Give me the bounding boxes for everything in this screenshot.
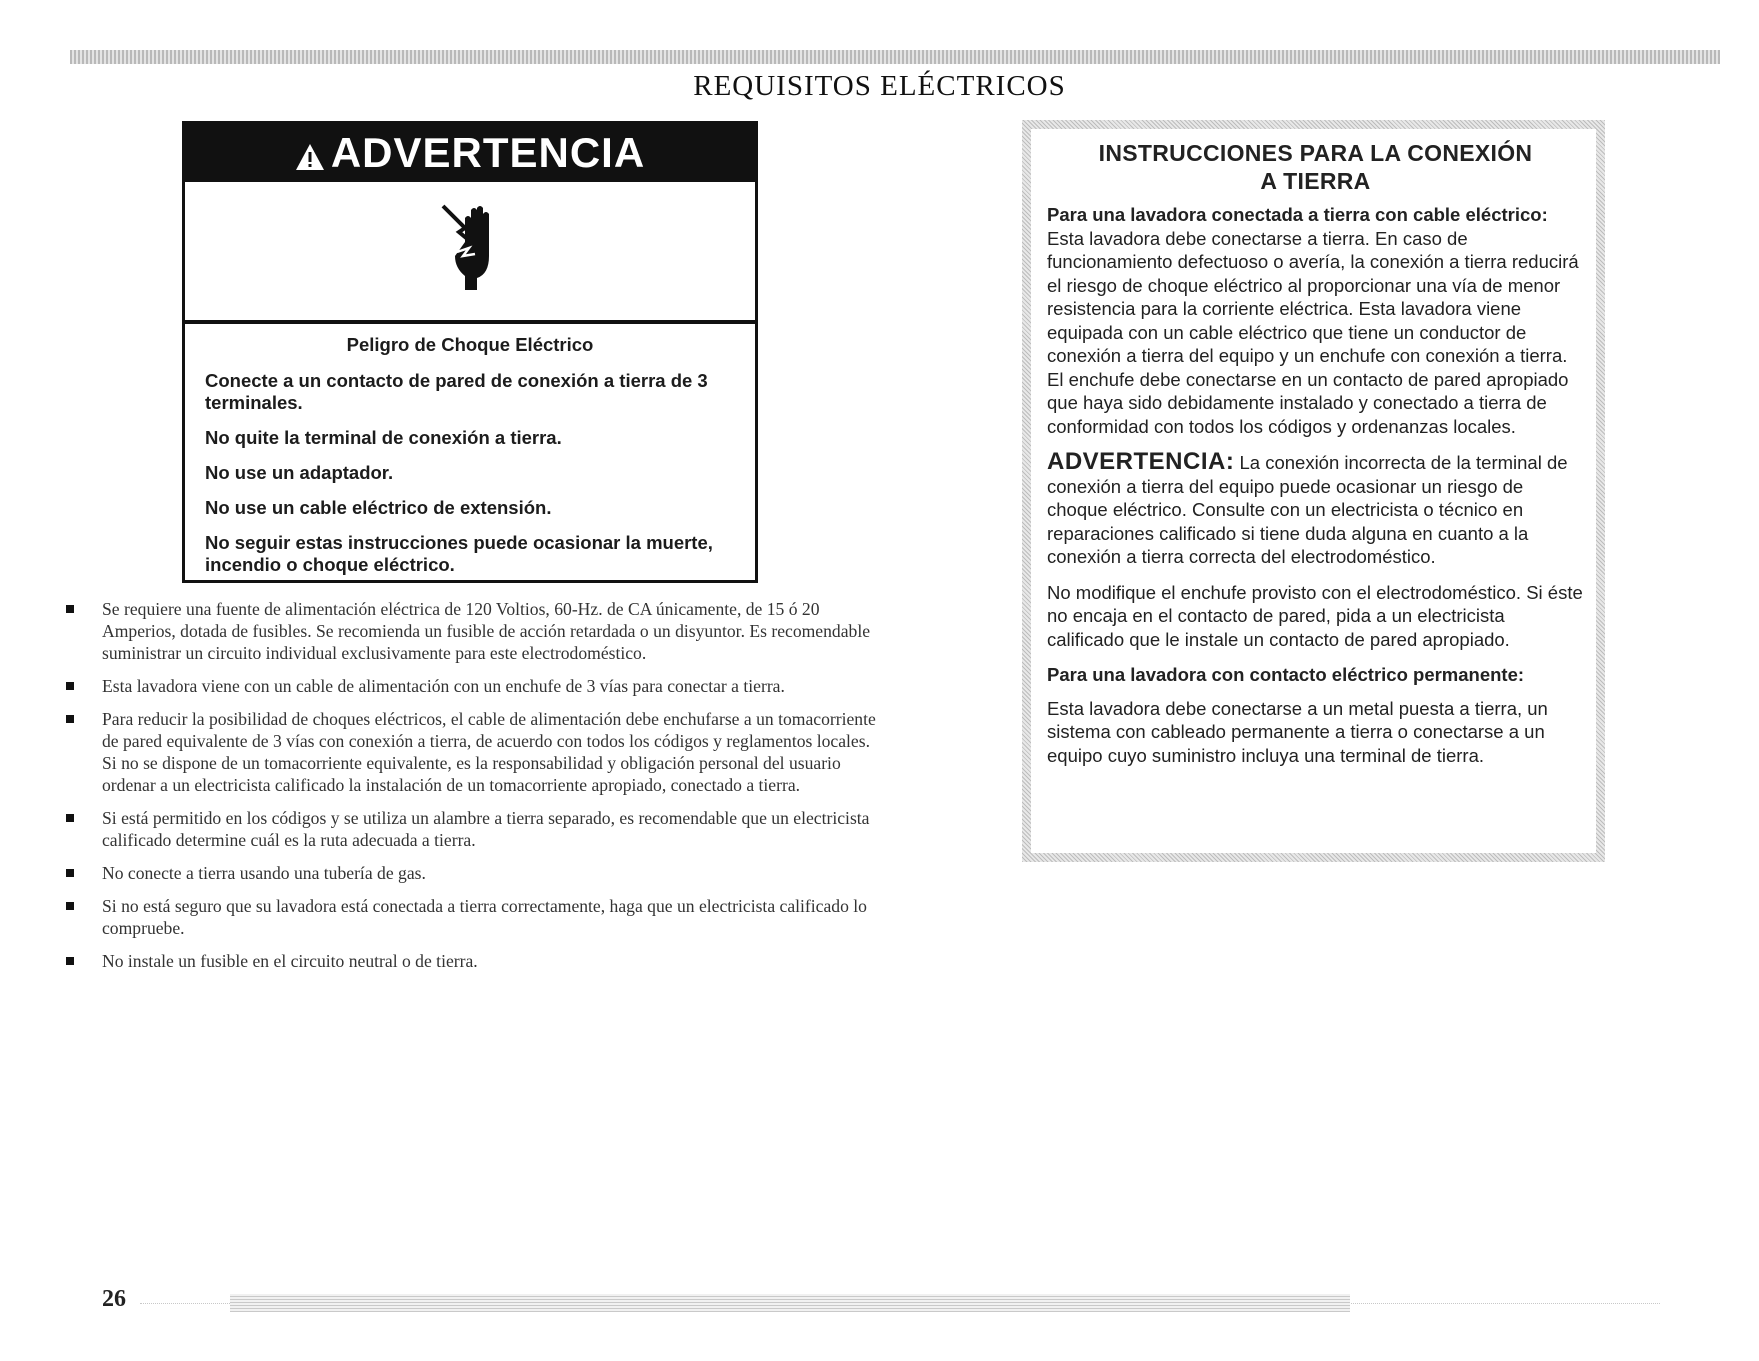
warning-header-label: ADVERTENCIA xyxy=(330,129,646,176)
grounding-title: INSTRUCCIONES PARA LA CONEXIÓN A TIERRA xyxy=(1098,140,1533,194)
bullet-square-icon xyxy=(66,957,74,965)
warning-box xyxy=(182,121,758,583)
warning-line: No use un adaptador. xyxy=(205,462,394,483)
electric-shock-hand-icon xyxy=(435,198,515,298)
list-item: Para reducir la posibilidad de choques eléctricos, el cable de alimentación debe enchufarse a un tomacorriente de pared equivalente de 3 vías con conexión a tierra, de acuerdo con todos los códigos y reglamentos locales. Si no se dispone de un tomacorriente equivalente, es la responsabilidad y obligación personal del usuario ordenar a un electricista calificado la instalación de un tomacorriente apropiado, conectado a tierra. xyxy=(62,708,882,796)
top-decorative-band xyxy=(70,50,1720,64)
bullet-square-icon xyxy=(66,814,74,822)
grounding-instructions-box xyxy=(1022,120,1605,862)
bullet-square-icon xyxy=(66,605,74,613)
list-item: No instale un fusible en el circuito neutral o de tierra. xyxy=(62,950,882,972)
grounding-paragraph: Esta lavadora debe conectarse a un metal puesta a tierra, un sistema con cableado permanente a tierra o conectarse a un equipo cuyo suministro incluya una terminal de tierra. xyxy=(1047,697,1548,766)
list-item: Si está permitido en los códigos y se utiliza un alambre a tierra separado, es recomendable que un electricista calificado determine cuál es la ruta adecuada a tierra. xyxy=(62,807,882,851)
warning-triangle-icon xyxy=(295,128,325,186)
list-item: Se requiere una fuente de alimentación eléctrica de 120 Voltios, 60-Hz. de CA únicamente, de 15 ó 20 Amperios, dotada de fusibles. Se recomienda un fusible de acción retardada o un disyuntor. Es recomendable suministrar un circuito individual exclusivamente para este electrodoméstico. xyxy=(62,598,882,664)
list-item: Si no está seguro que su lavadora está conectada a tierra correctamente, haga que un electricista calificado lo compruebe. xyxy=(62,895,882,939)
hazard-title: Peligro de Choque Eléctrico xyxy=(346,334,594,355)
requirements-list xyxy=(62,598,882,983)
bullet-square-icon xyxy=(66,869,74,877)
list-item: Esta lavadora viene con un cable de alimentación con un enchufe de 3 vías para conectar a tierra. xyxy=(62,675,882,697)
footer-decorative-band xyxy=(230,1294,1350,1312)
grounding-warning-paragraph: ADVERTENCIA: La conexión incorrecta de la terminal de conexión a tierra del equipo puede ocasionar un riesgo de choque eléctrico. Consulte con un electricista o técnico en reparaciones calificado si tiene duda alguna en cuanto a la conexión a tierra correcta del electrodoméstico. xyxy=(1047,448,1568,567)
warning-line: No quite la terminal de conexión a tierra. xyxy=(205,427,562,448)
page-title: REQUISITOS ELÉCTRICOS xyxy=(693,70,1066,102)
bullet-square-icon xyxy=(66,902,74,910)
page-number: 26 xyxy=(102,1286,126,1312)
bullet-square-icon xyxy=(66,715,74,723)
warning-line: Conecte a un contacto de pared de conexión a tierra de 3 terminales. xyxy=(205,370,708,413)
grounding-paragraph: Esta lavadora debe conectarse a tierra. En caso de funcionamiento defectuoso o avería, la conexión a tierra reducirá el riesgo de choque eléctrico al proporcionar una vía de menor resistencia para la corriente eléctrica. Esta lavadora viene equipada con un cable eléctrico que tiene un conductor de conexión a tierra del equipo y un enchufe con conexión a tierra. El enchufe debe conectarse en un contacto de pared apropiado que haya sido debidamente instalado y conectado a tierra de conformidad con todos los códigos y ordenanzas locales. xyxy=(1047,227,1579,437)
list-item: No conecte a tierra usando una tubería de gas. xyxy=(62,862,882,884)
warning-header xyxy=(185,124,755,182)
bullet-square-icon xyxy=(66,682,74,690)
shock-icon-area xyxy=(185,182,755,324)
warning-line: No use un cable eléctrico de extensión. xyxy=(205,497,552,518)
grounding-paragraph: No modifique el enchufe provisto con el electrodoméstico. Si éste no encaja en el contacto de pared, pida a un electricista calificado que le instale un contacto de pared apropiado. xyxy=(1047,581,1583,650)
warning-line: No seguir estas instrucciones puede ocasionar la muerte, incendio o choque eléctrico. xyxy=(205,532,713,575)
advertencia-label: ADVERTENCIA: xyxy=(1047,448,1235,475)
grounding-subheading: Para una lavadora conectada a tierra con cable eléctrico: xyxy=(1047,204,1548,225)
grounding-subheading: Para una lavadora con contacto eléctrico permanente: xyxy=(1047,664,1525,685)
